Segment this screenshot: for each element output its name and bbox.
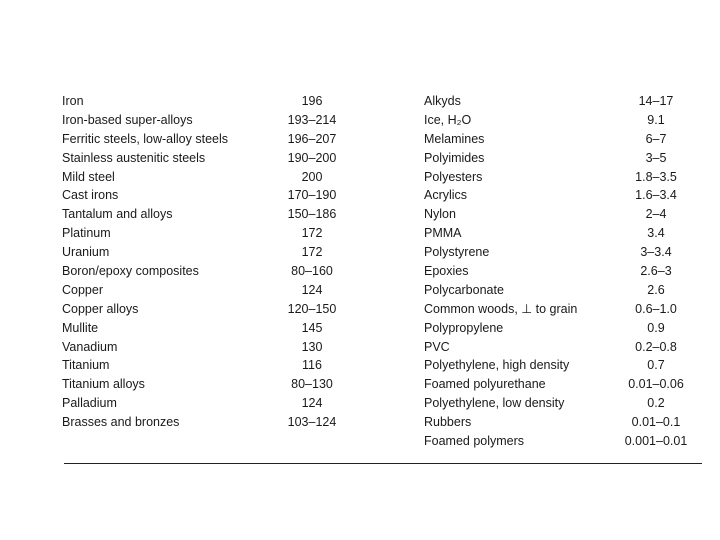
table-row [62,413,352,432]
table-row [424,319,700,338]
table-row [62,205,352,224]
table-row [62,300,352,319]
modulus-value: 172 [301,245,323,260]
material-name: Acrylics [424,188,468,203]
material-name: Alkyds [424,94,461,108]
left-column [62,92,352,432]
material-name: Rubbers [424,415,472,430]
modulus-value: 1.6–3.4 [635,188,677,203]
table-row [62,262,352,281]
table-row [424,243,700,262]
table-bottom-rule [64,463,702,464]
table-row [424,224,700,243]
table-row [424,300,700,319]
material-name: Polypropylene [424,320,504,335]
right-column [424,92,700,451]
table-row [62,130,352,149]
material-name: Foamed polymers [424,434,525,449]
table-row [424,149,700,168]
material-name: Cast irons [62,188,119,203]
material-name: Titanium alloys [62,377,145,392]
material-name: Palladium [62,396,117,411]
modulus-value: 0.01–0.1 [631,415,681,430]
modulus-value: 3–3.4 [640,245,672,260]
table-row [62,149,352,168]
material-name: Polyesters [424,169,483,184]
modulus-value: 6–7 [645,131,667,146]
material-name: Iron [62,94,84,108]
modulus-value: 172 [301,226,323,241]
modulus-value: 200 [301,169,323,184]
modulus-value: 1.8–3.5 [635,169,677,184]
material-name: Epoxies [424,264,469,279]
modulus-value: 124 [301,282,323,297]
material-name: Titanium [62,358,110,373]
material-name: Melamines [424,131,485,146]
material-name: Ferritic steels, low-alloy steels [62,131,229,146]
table-row [62,394,352,413]
table-row [62,375,352,394]
table-row [62,356,352,375]
table-row [62,281,352,300]
modulus-value: 120–150 [287,301,337,316]
material-name: Polyethylene, high density [424,358,570,373]
modulus-value: 0.01–0.06 [628,377,684,392]
material-name: PMMA [424,226,462,241]
modulus-value: 80–160 [291,264,333,279]
material-name: Copper [62,282,103,297]
table-row [62,224,352,243]
material-name: Polycarbonate [424,282,504,297]
modulus-value: 196 [301,94,323,108]
modulus-value: 103–124 [287,415,337,430]
modulus-value: 0.2 [647,396,665,411]
modulus-value: 14–17 [638,94,674,108]
modulus-value: 190–200 [287,150,337,165]
modulus-value: 0.9 [647,320,665,335]
modulus-value: 130 [301,339,323,354]
modulus-value: 3.4 [647,226,665,241]
material-name: Uranium [62,245,110,260]
material-name: Mild steel [62,169,115,184]
table-row [62,186,352,205]
table-row [424,375,700,394]
material-name: Vanadium [62,339,118,354]
table-row [424,130,700,149]
modulus-value: 9.1 [647,112,665,127]
table-row [424,432,700,451]
table-row [424,168,700,187]
table-row [424,338,700,357]
modulus-value: 2.6–3 [640,264,672,279]
table-row [424,394,700,413]
table-row [424,281,700,300]
modulus-value: 80–130 [291,377,333,392]
table-row [62,338,352,357]
material-name: Iron-based super-alloys [62,112,193,127]
material-name: PVC [424,339,450,354]
modulus-value: 124 [301,396,323,411]
modulus-value: 150–186 [287,207,337,222]
modulus-value: 2–4 [645,207,667,222]
material-name: Brasses and bronzes [62,415,180,430]
material-name: Tantalum and alloys [62,207,173,222]
table-row [424,186,700,205]
material-name: Platinum [62,226,111,241]
table-row [424,205,700,224]
table-row [62,168,352,187]
material-name: Polyimides [424,150,485,165]
table-row [424,356,700,375]
modulus-value: 145 [301,320,323,335]
table-row [62,319,352,338]
modulus-value: 3–5 [645,150,667,165]
table-row [62,92,352,111]
material-name: Foamed polyurethane [424,377,546,392]
material-name: Polyethylene, low density [424,396,565,411]
modulus-value: 0.2–0.8 [635,339,677,354]
table-row [424,262,700,281]
modulus-value: 170–190 [287,188,337,203]
modulus-value: 2.6 [647,282,665,297]
material-name: Stainless austenitic steels [62,150,206,165]
table-row [62,243,352,262]
modulus-value: 196–207 [287,131,337,146]
table-row [424,111,700,130]
material-name: Nylon [424,207,456,222]
material-name: Polystyrene [424,245,490,260]
table-row [62,111,352,130]
material-name: Common woods, ⊥ to grain [424,301,578,316]
modulus-value: 0.6–1.0 [635,301,677,316]
modulus-value: 116 [302,358,322,373]
modulus-value: 0.001–0.01 [624,434,688,449]
material-name: Mullite [62,320,99,335]
modulus-value: 193–214 [287,112,337,127]
material-name: Boron/epoxy composites [62,264,199,279]
modulus-value: 0.7 [647,358,665,373]
material-name: Copper alloys [62,301,139,316]
material-name: Ice, H₂O [424,112,472,127]
table-row [424,92,700,111]
table-row [424,413,700,432]
